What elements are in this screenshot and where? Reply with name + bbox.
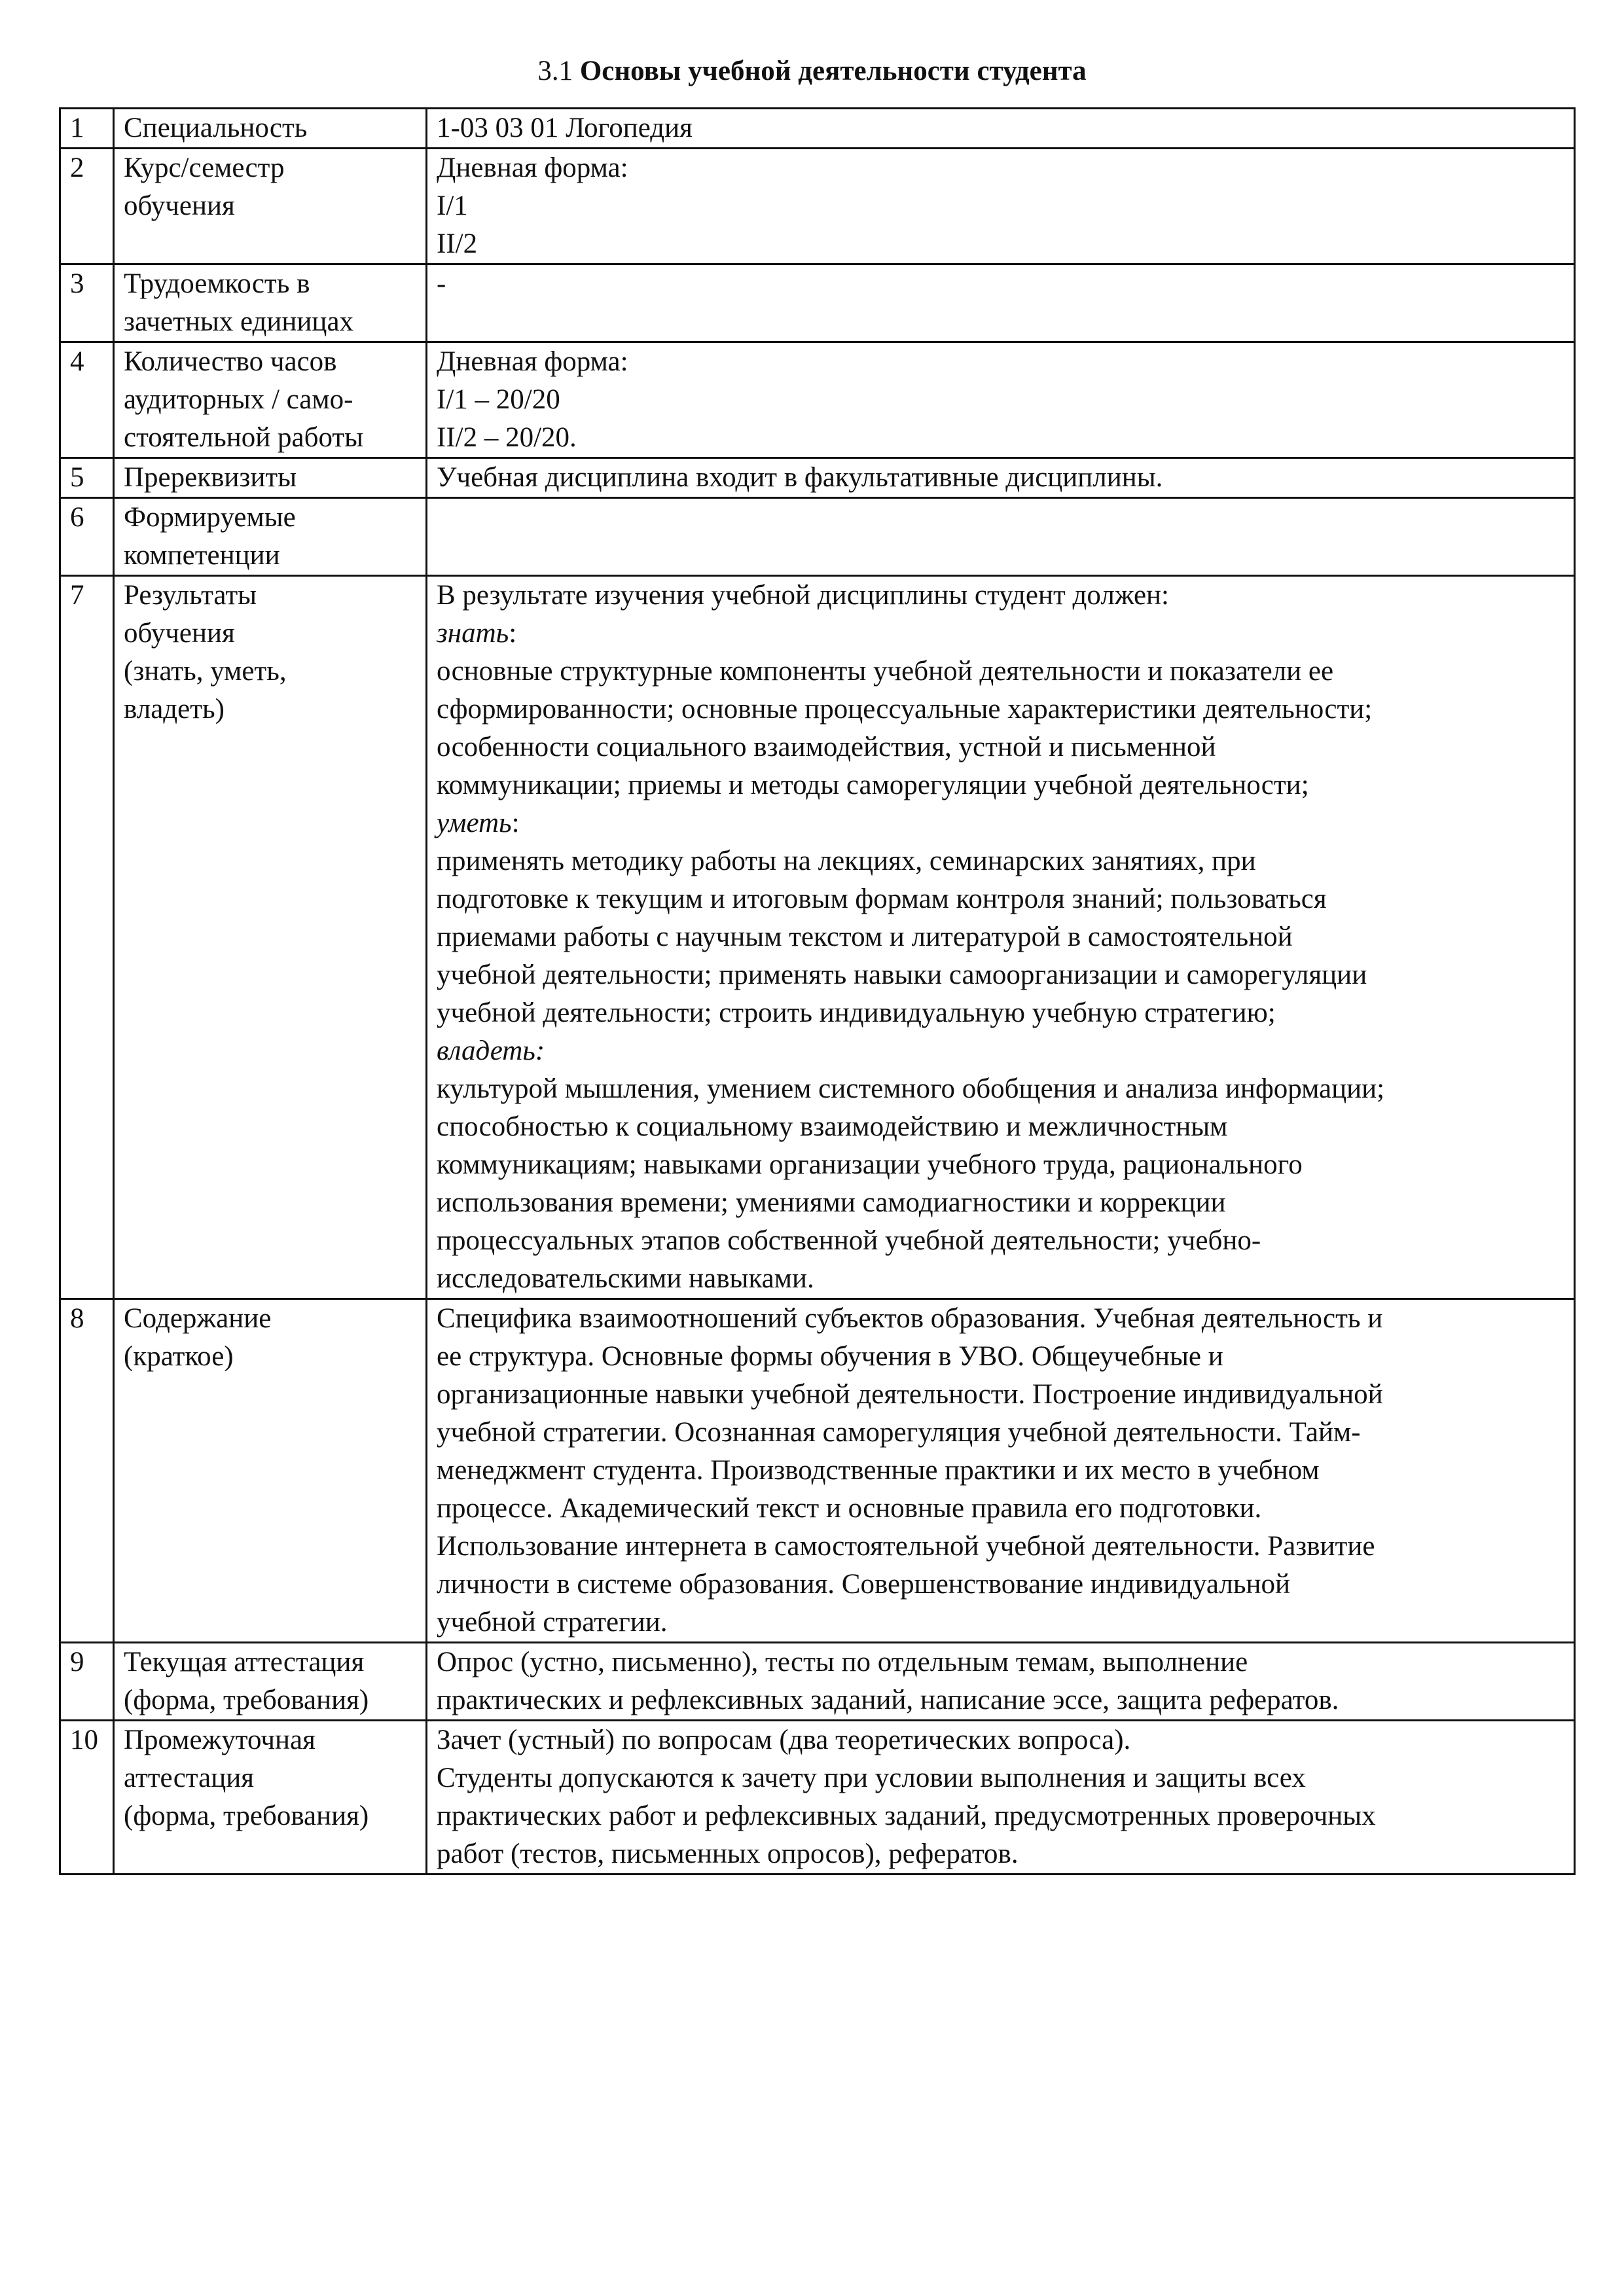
content-text: 1-03 03 01 Логопедия	[437, 113, 693, 143]
content-line	[437, 1604, 1567, 1641]
table-row	[60, 458, 1575, 498]
content-line	[437, 1452, 1567, 1490]
content-text: Использование интернета в самостоятельной учебной деятельности. Развитие	[437, 1531, 1375, 1562]
row-content-cell	[427, 1299, 1575, 1643]
content-text: Зачет (устный) по вопросам (два теоретических вопроса).	[437, 1725, 1131, 1755]
content-text: практических и рефлексивных заданий, написание эссе, защита рефератов.	[437, 1685, 1339, 1715]
row-label-line: Пререквизиты	[124, 462, 297, 493]
content-line	[437, 1070, 1567, 1108]
table-row	[60, 576, 1575, 1299]
content-text: учебной стратегии. Осознанная саморегуляция учебной деятельности. Тайм-	[437, 1417, 1361, 1448]
content-line	[437, 1260, 1567, 1298]
row-label-cell	[114, 264, 427, 342]
content-line	[437, 1681, 1567, 1719]
row-label-line: аттестация	[124, 1763, 255, 1793]
content-line	[437, 381, 1567, 419]
content-line	[437, 994, 1567, 1032]
content-line	[437, 1108, 1567, 1146]
content-line	[437, 1300, 1567, 1338]
content-text: исследовательскими навыками.	[437, 1263, 814, 1294]
content-text: личности в системе образования. Совершенствование индивидуальной	[437, 1569, 1290, 1600]
content-heading-italic: уметь	[437, 808, 512, 838]
content-text: сформированности; основные процессуальные характеристики деятельности;	[437, 694, 1373, 725]
row-content-cell	[427, 149, 1575, 264]
row-content-cell	[427, 498, 1575, 576]
content-line	[437, 1835, 1567, 1873]
table-row	[60, 342, 1575, 458]
content-text: коммуникации; приемы и методы саморегуляции учебной деятельности;	[437, 770, 1309, 800]
content-line	[437, 842, 1567, 880]
content-text: использования времени; умениями самодиагностики и коррекции	[437, 1187, 1226, 1218]
row-number: 10	[60, 1721, 114, 1874]
content-line	[437, 728, 1567, 766]
content-line	[437, 1338, 1567, 1376]
content-text: работ (тестов, письменных опросов), рефератов.	[437, 1839, 1019, 1869]
content-line	[437, 1643, 1567, 1681]
row-label-cell	[114, 109, 427, 149]
row-label-cell	[114, 458, 427, 498]
content-text: менеджмент студента. Производственные практики и их место в учебном	[437, 1455, 1320, 1486]
content-line	[437, 1528, 1567, 1566]
content-line	[437, 1797, 1567, 1835]
content-line	[437, 187, 1567, 225]
row-content-cell	[427, 342, 1575, 458]
row-number: 8	[60, 1299, 114, 1643]
row-label-cell	[114, 576, 427, 1299]
content-text: II/2 – 20/20.	[437, 422, 577, 453]
row-label-line: (форма, требования)	[124, 1685, 369, 1715]
content-line	[437, 1146, 1567, 1184]
content-line	[437, 1032, 1567, 1070]
content-text: процессуальных этапов собственной учебной деятельности; учебно-	[437, 1225, 1261, 1256]
content-line	[437, 880, 1567, 918]
content-line	[437, 109, 1567, 147]
row-label-line: обучения	[124, 618, 235, 649]
content-text: процессе. Академический текст и основные правила его подготовки.	[437, 1493, 1262, 1524]
row-label-line: Трудоемкость в	[124, 268, 310, 299]
row-number: 5	[60, 458, 114, 498]
content-line	[437, 766, 1567, 804]
row-number: 3	[60, 264, 114, 342]
content-line	[437, 691, 1567, 728]
content-text: Студенты допускаются к зачету при условии выполнения и защиты всех	[437, 1763, 1306, 1793]
row-label-line: стоятельной работы	[124, 422, 364, 453]
syllabus-table-body	[60, 109, 1575, 1874]
content-text: подготовке к текущим и итоговым формам контроля знаний; пользоваться	[437, 884, 1327, 914]
content-line	[437, 1566, 1567, 1604]
content-text: учебной стратегии.	[437, 1607, 668, 1638]
content-line	[437, 918, 1567, 956]
page-title	[0, 52, 1624, 90]
content-line	[437, 459, 1567, 497]
content-text: В результате изучения учебной дисциплины студент должен:	[437, 580, 1170, 611]
row-content-cell	[427, 458, 1575, 498]
content-text: I/1 – 20/20	[437, 384, 560, 415]
content-line	[437, 1414, 1567, 1452]
content-line	[437, 343, 1567, 381]
content-line	[437, 615, 1567, 653]
content-text: учебной деятельности; применять навыки самоорганизации и саморегуляции	[437, 960, 1367, 990]
table-row	[60, 109, 1575, 149]
content-line	[437, 149, 1567, 187]
content-text: коммуникациям; навыками организации учебного труда, рационального	[437, 1149, 1303, 1180]
content-line	[437, 653, 1567, 691]
row-label-line: зачетных единицах	[124, 306, 354, 337]
table-row	[60, 149, 1575, 264]
row-label-line: (знать, уметь,	[124, 656, 287, 687]
row-label-cell	[114, 342, 427, 458]
content-text: практических работ и рефлексивных заданий, предусмотренных проверочных	[437, 1801, 1376, 1831]
content-text: II/2	[437, 228, 478, 259]
row-label-line: Специальность	[124, 113, 308, 143]
section-title: Основы учебной деятельности студента	[579, 56, 1087, 86]
content-text: учебной деятельности; строить индивидуальную учебную стратегию;	[437, 997, 1276, 1028]
row-label-line: Текущая аттестация	[124, 1647, 365, 1677]
table-row	[60, 498, 1575, 576]
row-number: 7	[60, 576, 114, 1299]
content-text: Дневная форма:	[437, 346, 628, 377]
row-content-cell	[427, 576, 1575, 1299]
content-line	[437, 577, 1567, 615]
row-number: 2	[60, 149, 114, 264]
row-content-cell	[427, 264, 1575, 342]
row-content-cell	[427, 1721, 1575, 1874]
row-label-line: (краткое)	[124, 1341, 234, 1372]
content-text: Специфика взаимоотношений субъектов образования. Учебная деятельность и	[437, 1303, 1383, 1334]
table-row	[60, 264, 1575, 342]
row-content-cell	[427, 1643, 1575, 1721]
content-text: приемами работы с научным текстом и литературой в самостоятельной	[437, 922, 1293, 952]
content-line	[437, 265, 1567, 303]
content-line	[437, 804, 1567, 842]
row-number: 6	[60, 498, 114, 576]
row-content-cell	[427, 109, 1575, 149]
content-text: Дневная форма:	[437, 152, 628, 183]
row-label-line: Курс/семестр	[124, 152, 285, 183]
content-text: организационные навыки учебной деятельности. Построение индивидуальной	[437, 1379, 1383, 1410]
row-label-line: Результаты	[124, 580, 257, 611]
row-label-cell	[114, 149, 427, 264]
row-label-cell	[114, 1299, 427, 1643]
content-heading-italic: владеть:	[437, 1035, 545, 1066]
content-text: -	[437, 268, 446, 299]
row-label-line: (форма, требования)	[124, 1801, 369, 1831]
row-label-line: компетенции	[124, 540, 280, 571]
content-line	[437, 1222, 1567, 1260]
table-row	[60, 1299, 1575, 1643]
row-label-line: Промежуточная	[124, 1725, 316, 1755]
row-number: 9	[60, 1643, 114, 1721]
content-text: ее структура. Основные формы обучения в УВО. Общеучебные и	[437, 1341, 1223, 1372]
table-row	[60, 1643, 1575, 1721]
content-text: особенности социального взаимодействия, устной и письменной	[437, 732, 1216, 762]
content-line	[437, 1184, 1567, 1222]
content-line	[437, 419, 1567, 457]
content-suffix: :	[511, 808, 520, 838]
row-label-cell	[114, 1721, 427, 1874]
row-label-line: Формируемые	[124, 502, 296, 533]
content-text: способностью к социальному взаимодействию и межличностным	[437, 1111, 1228, 1142]
row-label-line: владеть)	[124, 694, 225, 725]
content-line	[437, 225, 1567, 263]
content-text: Учебная дисциплина входит в факультативные дисциплины.	[437, 462, 1163, 493]
content-heading-italic: знать	[437, 618, 509, 649]
section-number: 3.1	[537, 56, 573, 86]
content-text: основные структурные компоненты учебной деятельности и показатели ее	[437, 656, 1334, 687]
content-text: применять методику работы на лекциях, семинарских занятиях, при	[437, 846, 1256, 876]
row-label-cell	[114, 498, 427, 576]
row-label-line: Количество часов	[124, 346, 337, 377]
row-number: 1	[60, 109, 114, 149]
syllabus-table	[59, 107, 1576, 1875]
row-number: 4	[60, 342, 114, 458]
content-text: I/1	[437, 190, 468, 221]
content-text: Опрос (устно, письменно), тесты по отдельным темам, выполнение	[437, 1647, 1248, 1677]
content-line	[437, 1759, 1567, 1797]
content-line	[437, 1721, 1567, 1759]
content-line	[437, 1376, 1567, 1414]
row-label-cell	[114, 1643, 427, 1721]
content-line	[437, 1490, 1567, 1528]
content-text: культурой мышления, умением системного обобщения и анализа информации;	[437, 1073, 1385, 1104]
row-label-line: Содержание	[124, 1303, 272, 1334]
table-row	[60, 1721, 1575, 1874]
content-line	[437, 956, 1567, 994]
content-suffix: :	[509, 618, 517, 649]
row-label-line: аудиторных / само-	[124, 384, 353, 415]
row-label-line: обучения	[124, 190, 235, 221]
